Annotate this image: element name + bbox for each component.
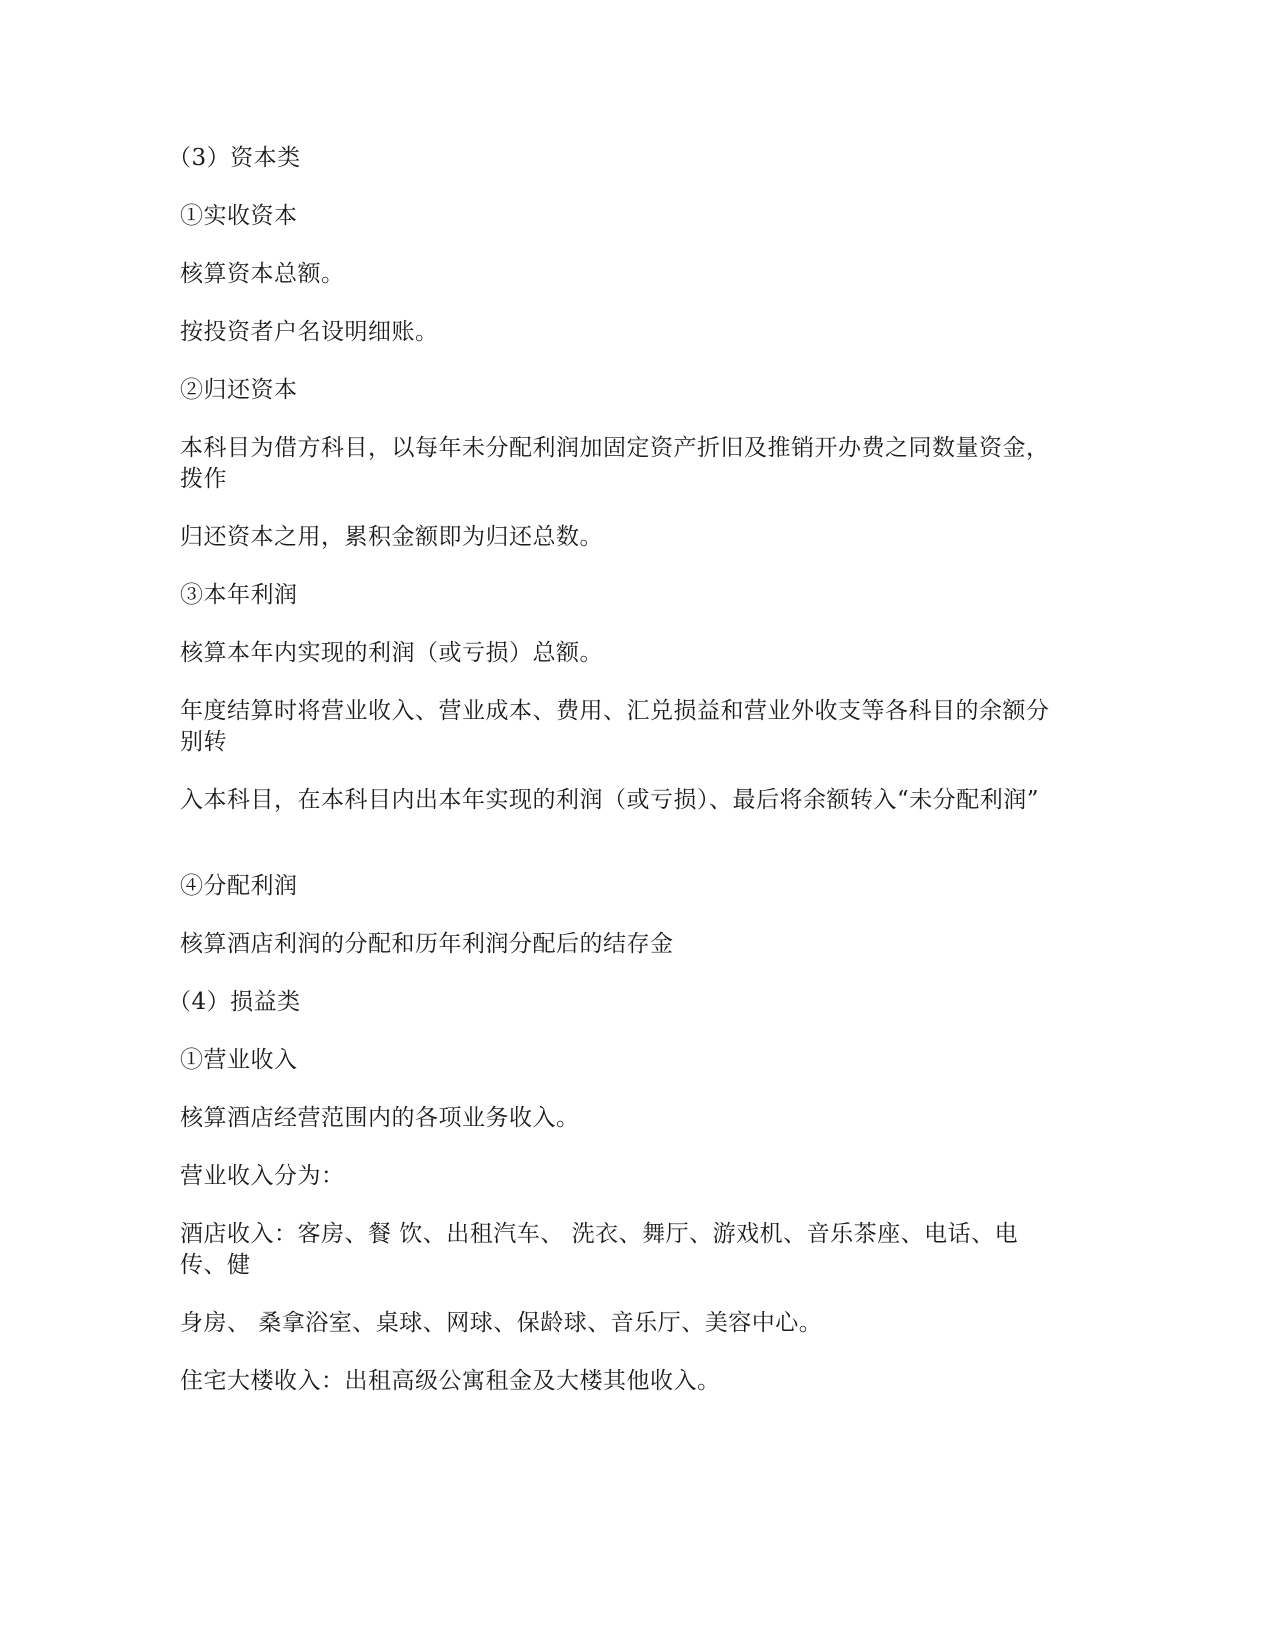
- paragraph: 核算酒店利润的分配和历年利润分配后的结存金: [180, 931, 674, 957]
- paragraph: 本科目为借方科目，以每年未分配利润加固定资产折旧及推销开办费之同数量资金，拨作: [180, 435, 1050, 492]
- subheading-operating-revenue: ①营业收入: [180, 1047, 298, 1073]
- paragraph: 按投资者户名设明细账。: [180, 319, 439, 345]
- paragraph: 核算酒店经营范围内的各项业务收入。: [180, 1105, 580, 1131]
- paragraph: 营业收入分为：: [180, 1163, 345, 1189]
- paragraph: 核算本年内实现的利润（或亏损）总额。: [180, 640, 603, 666]
- section-heading-profit-loss: （4）损益类: [168, 989, 301, 1015]
- subheading-profit-distribution: ④分配利润: [180, 873, 298, 899]
- subheading-current-year-profit: ③本年利润: [180, 582, 298, 608]
- paragraph: 年度结算时将营业收入、营业成本、费用、汇兑损益和营业外收支等各科目的余额分别转: [180, 698, 1050, 755]
- subheading-returned-capital: ②归还资本: [180, 377, 298, 403]
- paragraph: 住宅大楼收入：出租高级公寓租金及大楼其他收入。: [180, 1368, 721, 1394]
- subheading-paid-in-capital: ①实收资本: [180, 203, 298, 229]
- paragraph: 归还资本之用，累积金额即为归还总数。: [180, 524, 603, 550]
- paragraph: 身房、 桑拿浴室、桌球、网球、保龄球、音乐厅、美容中心。: [180, 1310, 823, 1336]
- section-heading-capital: （3）资本类: [168, 145, 301, 171]
- paragraph: 入本科目，在本科目内出本年实现的利润（或亏损）、最后将余额转入“未分配利润”: [180, 787, 1040, 813]
- paragraph: 核算资本总额。: [180, 261, 345, 287]
- paragraph: 酒店收入：客房、餐 饮、出租汽车、 洗衣、舞厅、游戏机、音乐茶座、电话、电传、健: [180, 1221, 1019, 1278]
